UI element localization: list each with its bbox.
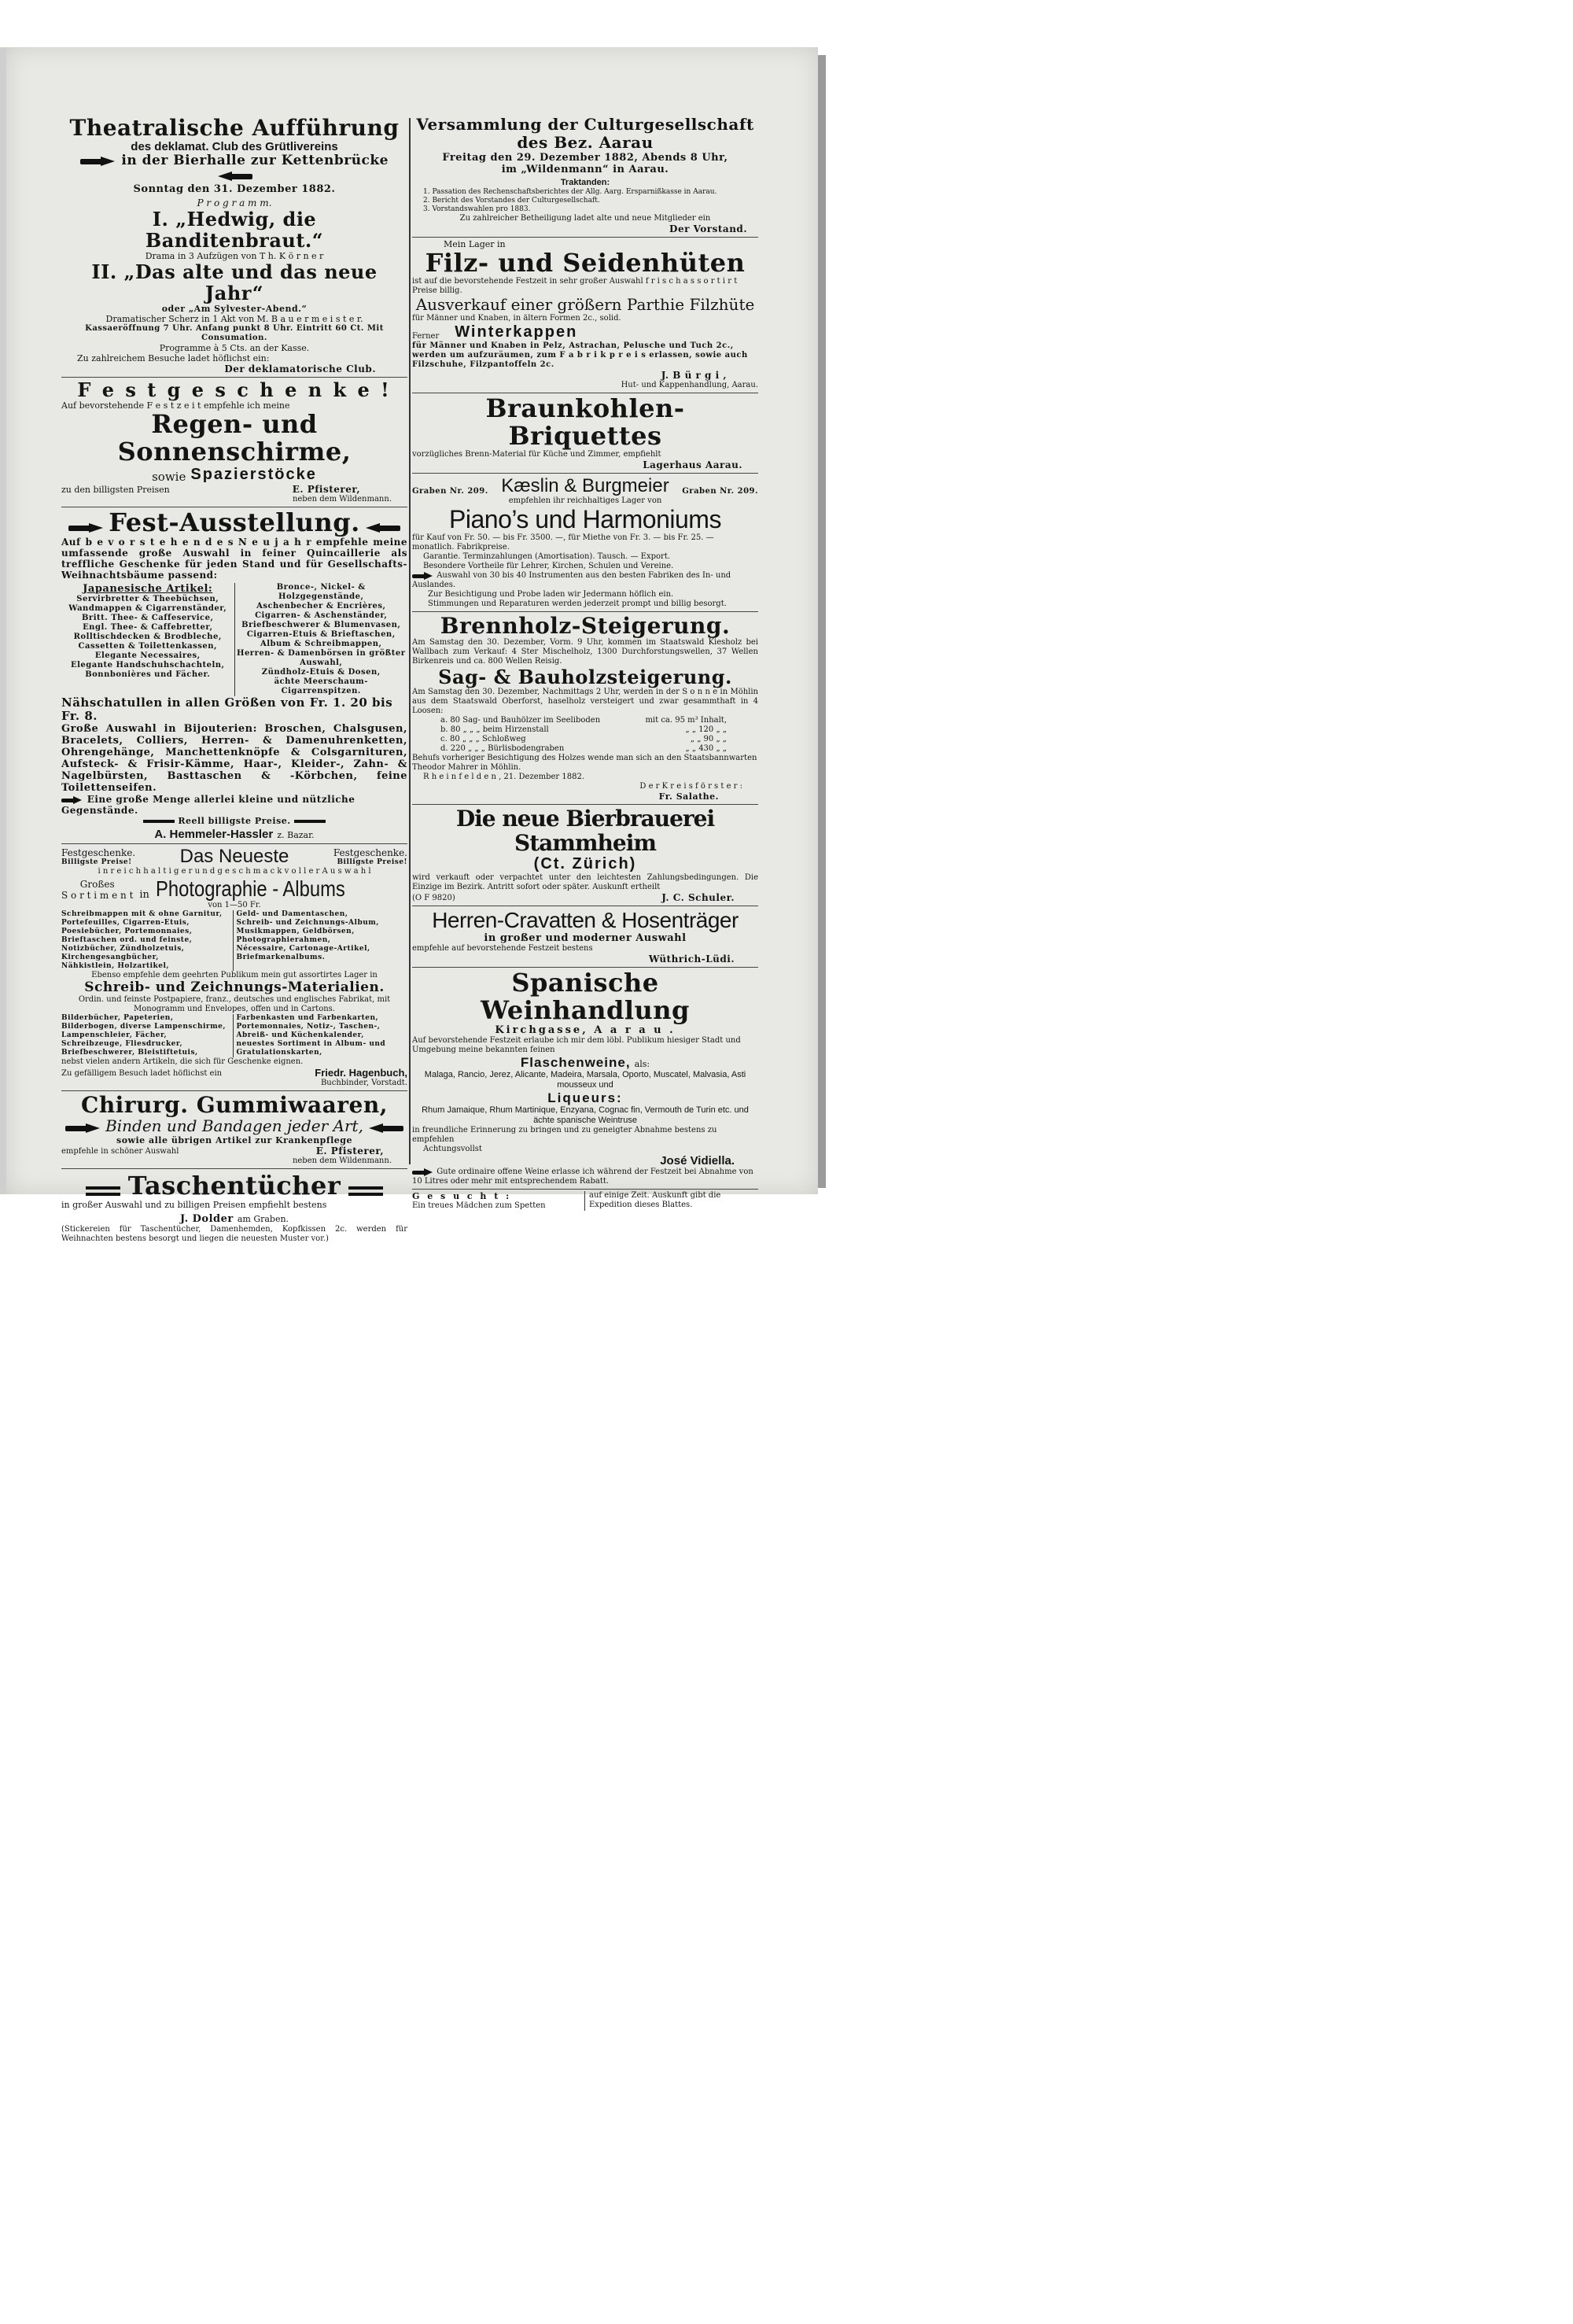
fest-col2-item: Zündholz-Etuis & Dosen, xyxy=(261,668,381,677)
hats-intro: Mein Lager in xyxy=(444,239,506,249)
album-col3-item: Briefbeschwerer, Bleistiftetuis, xyxy=(61,1049,198,1057)
hats-line1: ist auf die bevorstehende Festzeit in sehr großer Auswahl f r i s c h a s s o r t i r t Preise billig. xyxy=(412,277,738,295)
album-col3-item: Bilderbücher, Papeterien, xyxy=(61,1014,174,1022)
album-signature: Friedr. Hagenbuch, xyxy=(315,1067,407,1079)
wine-bottles: Flaschenweine, xyxy=(520,1055,631,1070)
piano-line: für Kauf von Fr. 50. — bis Fr. 3500. —, für Miethe von Fr. 3. — bis Fr. 25. — monatlich. Fabrikpreise. xyxy=(412,533,714,551)
gifts-sowie: sowie xyxy=(152,470,186,484)
rule-icon xyxy=(294,820,326,823)
brewery-line: wird verkauft oder verpachtet unter den leichtesten Zahlungsbedingungen. Die Einzige im Bezirk. Antritt sofort oder später. Auskunft ertheilt xyxy=(412,873,758,891)
album-line3: nebst vielen andern Artikeln, die sich für Geschenke eignen. xyxy=(61,1057,304,1066)
album-corner-right: Festgeschenke. xyxy=(333,847,407,858)
wood-lot xyxy=(412,716,758,725)
wood-lot xyxy=(412,725,758,735)
rubber-address: neben dem Wildenmann. xyxy=(292,1156,392,1165)
coal-signature: Lagerhaus Aarau. xyxy=(643,459,742,470)
hats-ferner: Ferner xyxy=(412,332,440,341)
album-invite: Zu gefälligem Besuch ladet höflichst ein xyxy=(61,1069,223,1078)
piano-line: Garantie. Terminzahlungen (Amortisation). Tausch. — Export. xyxy=(423,552,671,561)
wanted-left: Ein treues Mädchen zum Spetten xyxy=(412,1201,546,1210)
fest-col1-item: Cassetten & Toilettenkassen, xyxy=(78,642,217,651)
wood-lot-label: d. 220 „ „ „ Bürlisbodengraben xyxy=(440,744,565,753)
rubber-title: Chirurg. Gummiwaaren, xyxy=(81,1092,388,1118)
fest-line3: Eine große Menge allerlei kleine und nützliche Gegenstände. xyxy=(61,794,355,816)
piano-address-left: Graben Nr. 209. xyxy=(412,487,488,496)
hats-line3: für Männer und Knaben in Pelz, Astrachan, Pelusche und Tuch 2c., werden um aufzuräumen, zum F a b r i k p r e i s erlassen, sowie auch Filzschuhe, Filzpantoffeln 2c. xyxy=(412,341,748,369)
theater-ad xyxy=(61,114,407,378)
piano-ad xyxy=(412,474,758,612)
album-ad xyxy=(61,844,407,1091)
hanky-ad xyxy=(61,1169,407,1244)
fest-line1: Nähschatullen in allen Größen von Fr. 1. 20 bis Fr. 8. xyxy=(61,695,393,723)
wine-name: José Vidiella. xyxy=(660,1154,735,1168)
album-line2: Ordin. und feinste Postpapiere, franz., deutsches und englisches Fabrikat, mit Monogramm und Envelopes, offen und in Cartons. xyxy=(78,995,391,1013)
piano-line: Auswahl von 30 bis 40 Instrumenten aus den besten Fabriken des In- und Auslandes. xyxy=(412,571,731,589)
hats-name: J. B ü r g i , xyxy=(661,370,727,381)
culture-agenda-head: Traktanden: xyxy=(560,178,610,187)
wine-liqueurs: Liqueurs: xyxy=(547,1090,623,1105)
album-col2-item: Schreib- und Zeichnungs-Album, xyxy=(236,919,379,927)
coal-title: Braunkohlen-Briquettes xyxy=(485,393,685,451)
album-big: Photographie - Albums xyxy=(155,876,345,901)
album-col1-item: Nähkistlein, Holzartikel, xyxy=(61,962,170,970)
album-col4-item: Gratulationskarten, xyxy=(236,1049,322,1057)
wood-lot-label: c. 80 „ „ „ Schloßweg xyxy=(440,735,526,743)
album-col4-item: neuestes Sortiment in Album- und xyxy=(236,1040,386,1048)
wine-intro: Auf bevorstehende Festzeit erlaube ich mir dem löbl. Publikum hiesiger Stadt und Umgebung meine bekannten feinen xyxy=(412,1036,741,1054)
wood-title: Brennholz-Steigerung. xyxy=(440,613,731,639)
album-address: Buchbinder, Vorstadt. xyxy=(320,1079,407,1087)
wanted-ad xyxy=(412,1190,758,1211)
wine-als: als: xyxy=(634,1059,650,1069)
album-col1-item: Brieftaschen ord. und feinste, xyxy=(61,936,193,944)
gifts-intro: Auf bevorstehende F e s t z e i t empfehle ich meine xyxy=(61,400,290,411)
fest-col2-item: Briefbeschwerer & Blumenvasen, xyxy=(241,621,401,629)
brewery-sub: (Ct. Zürich) xyxy=(533,855,637,872)
wood-title-2: Sag- & Bauholzsteigerung. xyxy=(438,666,732,688)
piano-sub: empfehlen ihr reichhaltiges Lager von xyxy=(508,496,662,505)
culture-agenda-item: 2. Bericht des Vorstandes der Culturgesellschaft. xyxy=(423,197,600,205)
wood-ad xyxy=(412,612,758,805)
fest-col1-item: Elegante Necessaires, xyxy=(94,651,201,660)
wine-title: Spanische Weinhandlung xyxy=(481,968,690,1025)
fest-line4: Reell billigste Preise. xyxy=(178,816,291,826)
album-col1-item: Poesiebücher, Portemonnaies, xyxy=(61,928,193,935)
album-col4-item: Portemonnaies, Notiz-, Taschen-, xyxy=(236,1023,381,1031)
fest-line2: Große Auswahl in Bijouterien: Broschen, Chalsgusen, Bracelets, Colliers, Herren- & Damenuhrenketten, Ohrengehänge, Manchettenknöpfe & Colsgarnituren, Aufsteck- & Frisir-Kämme, Haar-, Kleider-, Zahn- & Nagelbürsten, Basttaschen & -Körbchen, feine Toilettenseifen. xyxy=(61,723,407,794)
hanky-name: J. Dolder xyxy=(179,1213,234,1225)
rule-icon xyxy=(86,1186,120,1196)
album-col4-item: Abreiß- und Küchenkalender, xyxy=(236,1031,364,1039)
pointing-hand-icon xyxy=(65,1123,101,1134)
hats-title: Filz- und Seidenhüten xyxy=(425,248,746,278)
culture-date: Freitag den 29. Dezember 1882, Abends 8 Uhr, xyxy=(442,152,728,164)
theater-times: Kassaeröffnung 7 Uhr. Anfang punkt 8 Uhr. Eintritt 60 Ct. Mit Consumation. xyxy=(85,324,384,342)
album-col3-item: Schreibzeuge, Fliesdrucker, xyxy=(61,1040,183,1048)
culture-invite: Zu zahlreicher Betheiligung ladet alte und neue Mitglieder ein xyxy=(459,214,711,223)
album-col3-item: Bilderbogen, diverse Lampenschirme, xyxy=(61,1023,227,1031)
program-item-2: II. „Das alte und das neue Jahr“ xyxy=(91,260,378,304)
pointing-hand-icon xyxy=(367,1123,403,1134)
page-edge-right xyxy=(818,55,826,1188)
fest-col1-item: Wandmappen & Cigarrenständer, xyxy=(68,604,227,613)
rubber-ad xyxy=(61,1091,407,1169)
rubber-recommend: empfehle in schöner Auswahl xyxy=(61,1147,179,1156)
pointing-hand-icon xyxy=(68,522,105,533)
gifts-sticks: Spazierstöcke xyxy=(190,466,317,483)
fest-title: Fest-Ausstellung. xyxy=(109,507,360,537)
culture-ad xyxy=(412,114,758,238)
culture-title: Versammlung der Culturgesellschaft des Bez. Aarau xyxy=(416,115,754,152)
wood-lot-volume: „ „ 120 „ „ xyxy=(685,725,727,734)
gifts-headline: Regen- und Sonnenschirme, xyxy=(117,409,352,467)
program-item-1: I. „Hedwig, die Banditenbraut.“ xyxy=(145,208,324,252)
hanky-note: (Stickereien für Taschentücher, Damenhemden, Kopfkissen 2c. werden für Weihnachten bestens besorgt und liegen die neuesten Muster vor.) xyxy=(61,1225,407,1243)
piano-address-right: Graben Nr. 209. xyxy=(682,487,758,496)
album-col2-item: Photographierahmen, xyxy=(236,936,331,944)
wood-line: Am Samstag den 30. Dezember, Vorm. 9 Uhr, kommen im Staatswald Kiesholz bei Wallbach zum Verkauf: 4 Ster Mischelholz, 1300 Durchforstungswellen, 37 Wellen Birkenreis und ca. 800 Wellen Reisig. xyxy=(412,638,758,666)
theater-subtitle: des deklamat. Club des Grütlivereins xyxy=(131,140,338,153)
theater-programs: Programme à 5 Cts. an der Kasse. xyxy=(159,343,310,353)
album-title: Das Neueste xyxy=(179,846,289,867)
gifts-name: E. Pfisterer, xyxy=(292,484,360,495)
wood-lot xyxy=(412,744,758,754)
wood-place: R h e i n f e l d e n , 21. Dezember 1882. xyxy=(423,773,585,781)
wood-office: D e r K r e i s f ö r s t e r : xyxy=(639,782,742,791)
theater-venue: in der Bierhalle zur Kettenbrücke xyxy=(121,153,389,168)
cravat-recommend: empfehle auf bevorstehende Festzeit bestens xyxy=(412,944,593,953)
album-corner-left-2: Billigste Preise! xyxy=(61,858,132,866)
wine-address: Kirchgasse, A a r a u . xyxy=(495,1024,676,1036)
album-col2-item: Briefmarkenalbums. xyxy=(236,954,326,961)
pointing-hand-icon xyxy=(412,1168,434,1176)
album-col1-item: Portefeuilles, Cigarren-Etuis, xyxy=(61,919,190,927)
wood-lot-volume: mit ca. 95 m³ Inhalt, xyxy=(645,716,727,725)
wine-list-1: Malaga, Rancio, Jerez, Alicante, Madeira, Marsala, Oporto, Muscatel, Malvasia, Asti mousseux und xyxy=(424,1070,746,1090)
fest-col2-item: Cigarren-Etuis & Brieftaschen, xyxy=(246,630,396,639)
rubber-sub-2: sowie alle übrigen Artikel zur Krankenpflege xyxy=(116,1135,352,1145)
pointing-hand-icon xyxy=(364,522,400,533)
wine-greeting: Achtungsvollst xyxy=(423,1145,482,1153)
left-column xyxy=(61,114,407,1244)
cravat-sub: in großer und moderner Auswahl xyxy=(484,932,687,944)
wine-list-2: Rhum Jamaique, Rhum Martinique, Enzyana, Cognac fin, Vermouth de Turin etc. und ächte spanische Weintruse xyxy=(422,1105,749,1125)
album-sub: i n r e i c h h a l t i g e r u n d g e s c h m a c k v o l l e r A u s w a h l xyxy=(98,867,371,876)
album-col2-item: Geld- und Damentaschen, xyxy=(236,910,348,918)
brewery-code: (O F 9820) xyxy=(412,894,455,902)
cravat-ad xyxy=(412,906,758,968)
rule-icon xyxy=(143,820,175,823)
fest-ad xyxy=(61,507,407,844)
album-sort-2: S o r t i m e n t xyxy=(61,890,134,901)
album-corner-right-2: Billigste Preise! xyxy=(337,858,407,866)
cravat-name: Wüthrich-Lüdi. xyxy=(648,954,735,965)
fest-col1-head: Japanesische Artikel: xyxy=(83,583,213,595)
fest-signature: A. Hemmeler-Hassler xyxy=(154,828,274,841)
hats-winter: Winterkappen xyxy=(455,323,578,341)
culture-signature: Der Vorstand. xyxy=(669,223,747,234)
fest-signature-place: z. Bazar. xyxy=(277,830,315,840)
column-divider xyxy=(409,118,411,1164)
piano-line: Besondere Vortheile für Lehrer, Kirchen, Schulen und Vereine. xyxy=(423,562,674,570)
culture-place: im „Wildenmann“ in Aarau. xyxy=(501,164,669,175)
culture-agenda-item: 3. Vorstandswahlen pro 1883. xyxy=(423,205,531,213)
album-col1-item: Schreibmappen mit & ohne Garnitur, xyxy=(61,910,223,918)
gifts-title: F e s t g e s c h e n k e ! xyxy=(77,378,392,401)
album-price: von 1—50 Fr. xyxy=(208,901,261,909)
wanted-head: G e s u c h t : xyxy=(412,1191,512,1201)
brewery-ad xyxy=(412,805,758,906)
piano-title: Piano’s und Harmoniums xyxy=(449,505,721,533)
piano-firm: Kæslin & Burgmeier xyxy=(501,475,669,496)
pointing-hand-icon xyxy=(80,156,116,167)
fest-col2-item: Cigarren- & Aschenständer, xyxy=(255,611,388,620)
fest-col1-item: Rolltischdecken & Brodbleche, xyxy=(73,633,222,641)
fest-col1-item: Bonnbonières und Fächer. xyxy=(85,670,211,679)
theater-signature: Der deklamatorische Club. xyxy=(224,363,376,374)
pointing-hand-icon xyxy=(61,796,83,804)
piano-line: Zur Besichtigung und Probe laden wir Jedermann höflich ein. xyxy=(428,590,674,599)
fest-col1-item: Engl. Thee- & Caffebretter, xyxy=(83,623,213,632)
wood-lot-label: a. 80 Sag- und Bauhölzer im Seeliboden xyxy=(440,716,601,725)
hanky-line: in großer Auswahl und zu billigen Preisen empfiehlt bestens xyxy=(61,1200,327,1210)
fest-col2-item: Aschenbecher & Encrières, xyxy=(256,602,386,611)
coal-ad xyxy=(412,393,758,474)
album-in: in xyxy=(139,889,149,901)
rubber-name: E. Pfisterer, xyxy=(315,1145,384,1156)
piano-line: Stimmungen und Reparaturen werden jederzeit prompt und billig besorgt. xyxy=(428,599,727,608)
wood-line-2: Am Samstag den 30. Dezember, Nachmittags 2 Uhr, werden in der S o n n e in Möhlin aus dem Staatswald Oberforst, haselholz versteigert und zwar gesammthaft in 4 Loosen: xyxy=(412,688,758,715)
album-col4-item: Farbenkasten und Farbenkarten, xyxy=(236,1014,379,1022)
wine-ad xyxy=(412,968,758,1190)
wood-lot-volume: „ „ 430 „ „ xyxy=(685,744,727,753)
fest-col2-item: ächte Meerschaum-Cigarrenspitzen. xyxy=(274,677,368,695)
album-col1-item: Notizbücher, Zündholzetuis, xyxy=(61,945,185,953)
gifts-address: neben dem Wildenmann. xyxy=(292,495,392,504)
theater-invite: Zu zahlreichem Besuche ladet höflichst ein: xyxy=(77,353,270,363)
wood-name: Fr. Salathe. xyxy=(658,791,719,802)
wood-lot xyxy=(412,735,758,744)
gifts-prices: zu den billigsten Preisen xyxy=(61,485,170,495)
program-item-2-desc: Dramatischer Scherz in 1 Akt von M. B a u e r m e i s t e r. xyxy=(105,314,363,324)
program-item-2-sub: oder „Am Sylvester-Abend.“ xyxy=(161,304,308,314)
fest-col2-item: Album & Schreibmappen, xyxy=(260,640,382,648)
hanky-address: am Graben. xyxy=(237,1214,289,1224)
theater-date: Sonntag den 31. Dezember 1882. xyxy=(133,183,336,195)
hats-address: Hut- und Kappenhandlung, Aarau. xyxy=(621,381,758,389)
hats-line2: für Männer und Knaben, in ältern Formen 2c., solid. xyxy=(412,314,621,323)
pointing-hand-icon xyxy=(412,572,434,580)
brewery-name: J. C. Schuler. xyxy=(661,892,735,903)
album-sort-1: Großes xyxy=(79,879,115,890)
fest-col2-item: Bronce-, Nickel- & Holzgegenstände, xyxy=(276,583,366,601)
wood-lot-volume: „ „ 90 „ „ xyxy=(690,735,727,743)
wood-note: Behufs vorheriger Besichtigung des Holzes wende man sich an den Staatsbannwarten Theodor Mahrer in Möhlin. xyxy=(412,754,757,772)
fest-col1-item: Britt. Thee- & Caffeservice, xyxy=(81,614,214,622)
wine-note: Gute ordinaire offene Weine erlasse ich während der Festzeit bei Abnahme von 10 Litres oder mehr mit entsprechendem Rabatt. xyxy=(412,1168,753,1186)
fest-col1-item: Elegante Handschuhschachteln, xyxy=(70,661,225,670)
pointing-hand-icon xyxy=(216,171,252,182)
hats-sale: Ausverkauf einer größern Parthie Filzhüte xyxy=(415,295,755,314)
album-col2-item: Musikmappen, Geldbörsen, xyxy=(236,928,355,935)
program-label: P r o g r a m m. xyxy=(197,197,272,208)
album-col1-item: Kirchengesangbücher, xyxy=(61,954,159,961)
fest-intro: Auf b e v o r s t e h e n d e s N e u j a h r empfehle meine umfassende große Auswahl in feiner Quincaillerie als treffliche Geschenke für jeden Stand und für Gesellschafts-Weihnachtsbäume passend: xyxy=(61,537,407,581)
fest-col2-item: Herren- & Damenbörsen in größter xyxy=(237,649,406,658)
rule-icon xyxy=(348,1186,383,1196)
fest-col2-item: Auswahl, xyxy=(300,658,343,667)
hanky-title: Taschentücher xyxy=(127,1171,341,1201)
theater-title: Theatralische Aufführung xyxy=(69,115,400,141)
rubber-sub: Binden und Bandagen jeder Art, xyxy=(105,1116,363,1135)
coal-line: vorzügliches Brenn-Material für Küche und Zimmer, empfiehlt xyxy=(412,450,661,459)
cravat-title: Herren-Cravatten & Hosenträger xyxy=(432,908,739,932)
wanted-right: auf einige Zeit. Auskunft gibt die Expedition dieses Blattes. xyxy=(584,1191,758,1211)
album-col3-item: Lampenschleier, Fächer, xyxy=(61,1031,168,1039)
right-column xyxy=(412,114,758,1211)
album-head2: Schreib- und Zeichnungs-Materialien. xyxy=(84,979,385,995)
fest-col1-item: Servirbretter & Theebüchsen, xyxy=(76,595,219,603)
gifts-ad xyxy=(61,378,407,507)
album-corner-left: Festgeschenke. xyxy=(61,847,136,858)
program-item-1-desc: Drama in 3 Aufzügen von T h. K ö r n e r xyxy=(145,251,324,261)
album-col2-item: Nécessaire, Cartonage-Artikel, xyxy=(236,945,370,953)
culture-agenda-item: 1. Passation des Rechenschaftsberichtes der Allg. Aarg. Ersparnißkasse in Aarau. xyxy=(423,188,717,196)
wine-outro: in freundliche Erinnerung zu bringen und zu geneigter Abnahme bestens zu empfehlen xyxy=(412,1126,717,1144)
hats-ad xyxy=(412,238,758,393)
album-line1: Ebenso empfehle dem geehrten Publikum mein gut assortirtes Lager in xyxy=(91,971,378,979)
brewery-title: Die neue Bierbrauerei Stammheim xyxy=(455,806,715,856)
wood-lot-label: b. 80 „ „ „ beim Hirzenstall xyxy=(440,725,549,734)
